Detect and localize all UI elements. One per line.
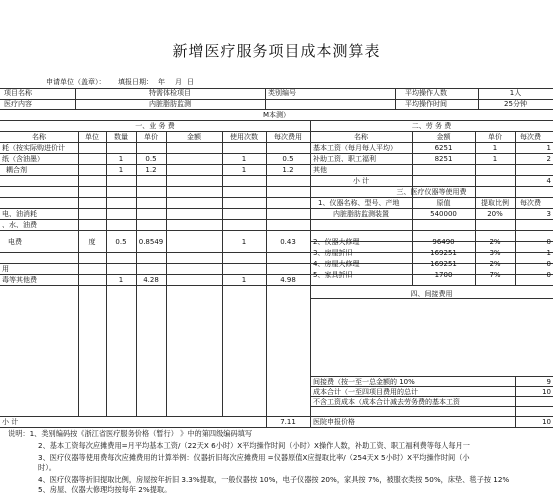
business-row-price: 0.5 <box>145 155 157 163</box>
business-row-uses: 1 <box>241 238 247 246</box>
equip-row-ratio: 2% <box>489 260 501 268</box>
business-header-amount: 金额 <box>187 133 201 141</box>
equip-row-ratio: 2% <box>489 238 501 246</box>
equip-row-name: 5、家具折旧 <box>313 271 353 279</box>
business-row-price: 4.28 <box>143 276 159 284</box>
business-row-price: 0.8549 <box>138 238 164 246</box>
equip-row-ratio: 20% <box>487 210 503 218</box>
equip-header-name: 1、仪器名称、型号、产地 <box>318 199 400 207</box>
equip-row-value: 1700 <box>434 271 453 279</box>
equip-row-per: 0 <box>546 238 551 246</box>
labor-row-price: 1 <box>492 155 498 163</box>
indirect-row-label: 不含工资成本（成本合计减去劳务费的基本工资 <box>313 398 460 406</box>
indirect-row-value: 10 <box>542 418 551 426</box>
applicant-label: 申请单位（盖章）： <box>46 78 106 86</box>
business-row-name: 耦合剂 <box>6 166 27 174</box>
equip-row-per: 3 <box>546 210 551 218</box>
labor-subtotal-value: 4 <box>546 177 551 185</box>
business-row-name: 电、油消耗 <box>2 210 37 218</box>
labor-row-name: 补助工资、职工福利 <box>313 155 376 163</box>
equip-row-per: 1 <box>546 249 551 257</box>
labor-row-amount: 6251 <box>434 144 453 152</box>
business-row-name: 、水、油费 <box>2 221 37 229</box>
business-row-uses: 1 <box>241 166 247 174</box>
info-label-avg-time: 平均操作时间 <box>405 100 447 108</box>
equip-row-per: 0 <box>546 271 551 279</box>
business-row-qty: 0.5 <box>115 238 127 246</box>
indirect-row-label: 成本合计（一至四项目费用的总计 <box>313 388 418 396</box>
labor-row-name: 基本工资（每月每人平均） <box>313 144 397 152</box>
info-label-medical-content: 医疗内容 <box>4 100 32 108</box>
business-row-per-use: 0.5 <box>282 155 294 163</box>
equip-row-name: 内脏脂肪监测装置 <box>333 210 389 218</box>
business-header-price: 单价 <box>144 133 158 141</box>
business-header-name: 名称 <box>32 133 46 141</box>
indirect-row-label: 间接费（按一至一总金额的 10% <box>313 378 415 386</box>
labor-header-per: 每次费 <box>520 133 541 141</box>
business-header-unit: 单位 <box>85 133 99 141</box>
info-value-avg-operators: 1人 <box>509 89 522 97</box>
business-row-per-use: 4.98 <box>280 276 296 284</box>
date-month: 月 <box>175 78 182 86</box>
business-row-per-use: 1.2 <box>282 166 294 174</box>
business-row-name: 电费 <box>8 238 22 246</box>
equip-row-per: 0 <box>546 260 551 268</box>
indirect-row-value: 9 <box>546 378 551 386</box>
equip-row-ratio: 7% <box>489 271 501 279</box>
note-line: 时）。 <box>38 463 56 472</box>
equip-row-value: 169251 <box>430 249 457 257</box>
labor-row-per: 1 <box>546 144 551 152</box>
business-row-qty: 1 <box>118 155 124 163</box>
page-title: 新增医疗服务项目成本测算表 <box>172 42 381 60</box>
equip-row-value: 96490 <box>432 238 455 246</box>
business-header-per-use: 每次费用 <box>274 133 302 141</box>
equip-header-ratio: 提取比例 <box>481 199 509 207</box>
business-row-name: 纸（含油墨） <box>2 155 44 163</box>
labor-header-price: 单价 <box>488 133 502 141</box>
section-business-title: 一、业 务 费 <box>135 122 175 130</box>
info-value-medical-content: 内脏脂肪监测 <box>149 100 191 108</box>
info-value-avg-time: 25分钟 <box>504 100 527 108</box>
business-subtotal-label: 小 计 <box>2 418 19 426</box>
labor-header-name: 名称 <box>354 133 368 141</box>
business-row-price: 1.2 <box>145 166 157 174</box>
business-row-uses: 1 <box>241 276 247 284</box>
equip-header-value: 原值 <box>436 199 451 207</box>
business-row-name: 用 <box>2 265 9 273</box>
business-row-per-use: 0.43 <box>280 238 296 246</box>
equip-row-name: 4、房屋大修理 <box>313 260 360 268</box>
note-line: 说明：1、类别编码按《浙江省医疗服务价格（暂行） 》中的第四级编码填写 <box>8 429 253 438</box>
labor-row-price: 1 <box>492 144 498 152</box>
indirect-row-value: 10 <box>542 388 551 396</box>
labor-subtotal-label: 小 计 <box>352 177 370 185</box>
info-value-item-name: 特需体检项目 <box>149 89 191 97</box>
labor-row-amount: 8251 <box>434 155 453 163</box>
equip-row-value: 169251 <box>430 260 457 268</box>
business-row-name: 毒等其他费 <box>2 276 37 284</box>
info-label-item-name: 项目名称 <box>4 89 32 97</box>
equip-row-name: 3、房屋折旧 <box>313 249 353 257</box>
business-row-qty: 1 <box>118 276 124 284</box>
unit-note: M本测） <box>262 111 291 119</box>
note-line: 5、房屋、仪器大修理均按每年 2%提取。 <box>38 485 172 494</box>
equip-header-per: 每次费 <box>520 199 541 207</box>
business-row-unit: 度 <box>88 238 96 246</box>
business-header-uses: 使用次数 <box>230 133 258 141</box>
section-labor-title: 二、劳 务 费 <box>411 122 452 130</box>
business-subtotal-value: 7.11 <box>280 418 296 426</box>
note-line: 2、基本工资每次应摊费用=月平均基本工资/（22天X 6小时）X平均操作时间（小时）X操作人数，补助工资、职工福利费等每人每月一 <box>38 441 470 450</box>
date-day: 日 <box>187 78 194 86</box>
equip-row-value: 540000 <box>430 210 457 218</box>
business-row-name: 耗（按实际购进价计 <box>2 144 65 152</box>
equip-row-name: 2、仪器大修理 <box>313 238 360 246</box>
indirect-row-label: 医院申报价格 <box>313 418 355 426</box>
note-line: 4、医疗仪器等折旧提取比例，房屋按年折旧 3.3%提取，一般仪器按 10%，电子仪器按 20%，家具按 7%，被服衣类按 50%，床垫、毯子按 12% <box>38 475 510 484</box>
date-year: 年 <box>158 78 165 86</box>
labor-row-per: 2 <box>546 155 551 163</box>
section-indirect-title: 四、间接费用 <box>410 290 453 298</box>
section-equipment-title: 三、医疗仪器等使用费 <box>396 188 467 196</box>
labor-header-amount: 金额 <box>436 133 451 141</box>
labor-row-name: 其他 <box>313 166 327 174</box>
equip-row-ratio: 3% <box>489 249 501 257</box>
info-label-category-code: 类别编号 <box>268 89 296 97</box>
info-label-avg-operators: 平均操作人数 <box>405 89 447 97</box>
business-row-uses: 1 <box>241 155 247 163</box>
note-line: 3、医疗仪器等使用费每次应摊费用的计算举例：仪器折旧每次应摊费用 =仪器原值X应提取比率/（254天X 5小时）X平均操作时间（小 <box>38 453 470 462</box>
date-label: 填报日期： <box>118 78 153 86</box>
business-header-qty: 数量 <box>114 133 128 141</box>
business-row-qty: 1 <box>118 166 124 174</box>
